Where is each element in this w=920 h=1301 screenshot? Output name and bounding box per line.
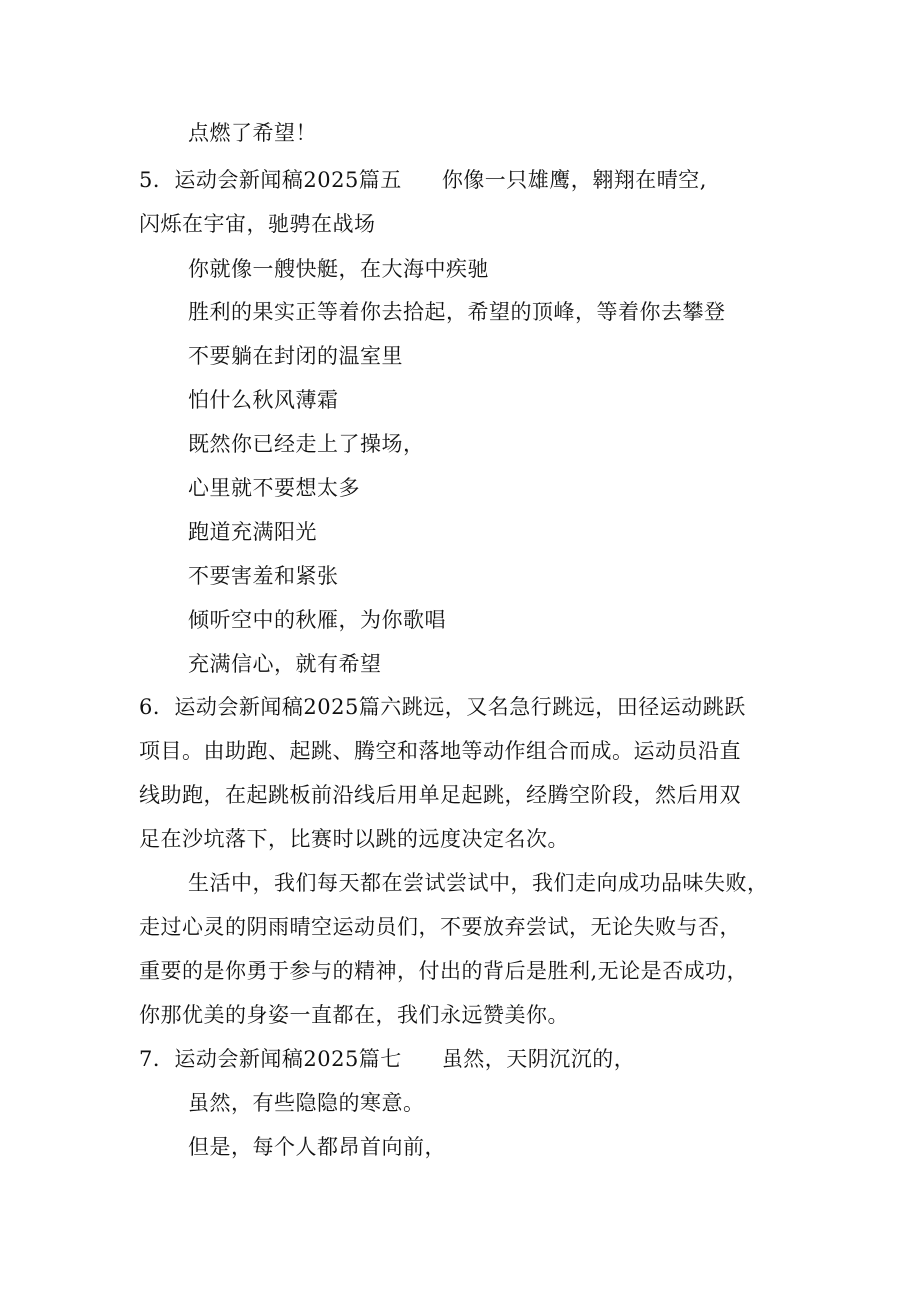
poem-line: 你像一只雄鹰，翱翔在晴空, xyxy=(441,168,707,192)
section-7-heading-line xyxy=(139,1045,635,1073)
poem-line: 倾听空中的秋雁，为你歌唱 xyxy=(188,608,446,632)
poem-line: 点燃了希望！ xyxy=(188,121,317,145)
paragraph-line: 走过心灵的阴雨晴空运动员们，不要放弃尝试，无论失败与否， xyxy=(139,915,741,939)
poem-line: 心里就不要想太多 xyxy=(188,476,360,500)
paragraph-line: 项目。由助跑、起跳、腾空和落地等动作组合而成。运动员沿直 xyxy=(139,739,741,763)
poem-line: 既然你已经走上了操场， xyxy=(188,432,425,456)
poem-line: 怕什么秋风薄霜 xyxy=(188,388,339,412)
paragraph-line: 线助跑，在起跳板前沿线后用单足起跳，经腾空阶段，然后用双 xyxy=(139,783,741,807)
paragraph-line: 生活中，我们每天都在尝试尝试中，我们走向成功品味失败， xyxy=(188,871,769,895)
section-5-heading-line xyxy=(139,166,707,194)
poem-line: 不要躺在封闭的温室里 xyxy=(188,344,403,368)
poem-line: 闪烁在宇宙，驰骋在战场 xyxy=(139,212,376,236)
paragraph-line: 你那优美的身姿一直都在，我们永远赞美你。 xyxy=(139,1003,569,1027)
paragraph-line: 重要的是你勇于参与的精神，付出的背后是胜利,无论是否成功， xyxy=(139,959,749,983)
poem-line: 跑道充满阳光 xyxy=(188,520,317,544)
poem-line: 你就像一艘快艇，在大海中疾驰 xyxy=(188,257,489,281)
paragraph-line: 足在沙坑落下，比赛时以跳的远度决定名次。 xyxy=(139,827,569,851)
poem-line: 虽然，有些隐隐的寒意。 xyxy=(188,1091,425,1115)
section-heading: 5．运动会新闻稿2025篇五 xyxy=(139,168,402,192)
poem-line: 不要害羞和紧张 xyxy=(188,564,339,588)
section-heading: 7．运动会新闻稿2025篇七 xyxy=(139,1047,402,1071)
poem-line: 但是，每个人都昂首向前， xyxy=(188,1135,446,1159)
poem-line: 胜利的果实正等着你去拾起，希望的顶峰，等着你去攀登 xyxy=(188,300,726,324)
poem-line: 虽然，天阴沉沉的， xyxy=(441,1047,636,1071)
poem-line: 充满信心，就有希望 xyxy=(188,652,382,676)
section-6-heading-line: 6．运动会新闻稿2025篇六跳远，又名急行跳远，田径运动跳跃 xyxy=(139,695,746,719)
